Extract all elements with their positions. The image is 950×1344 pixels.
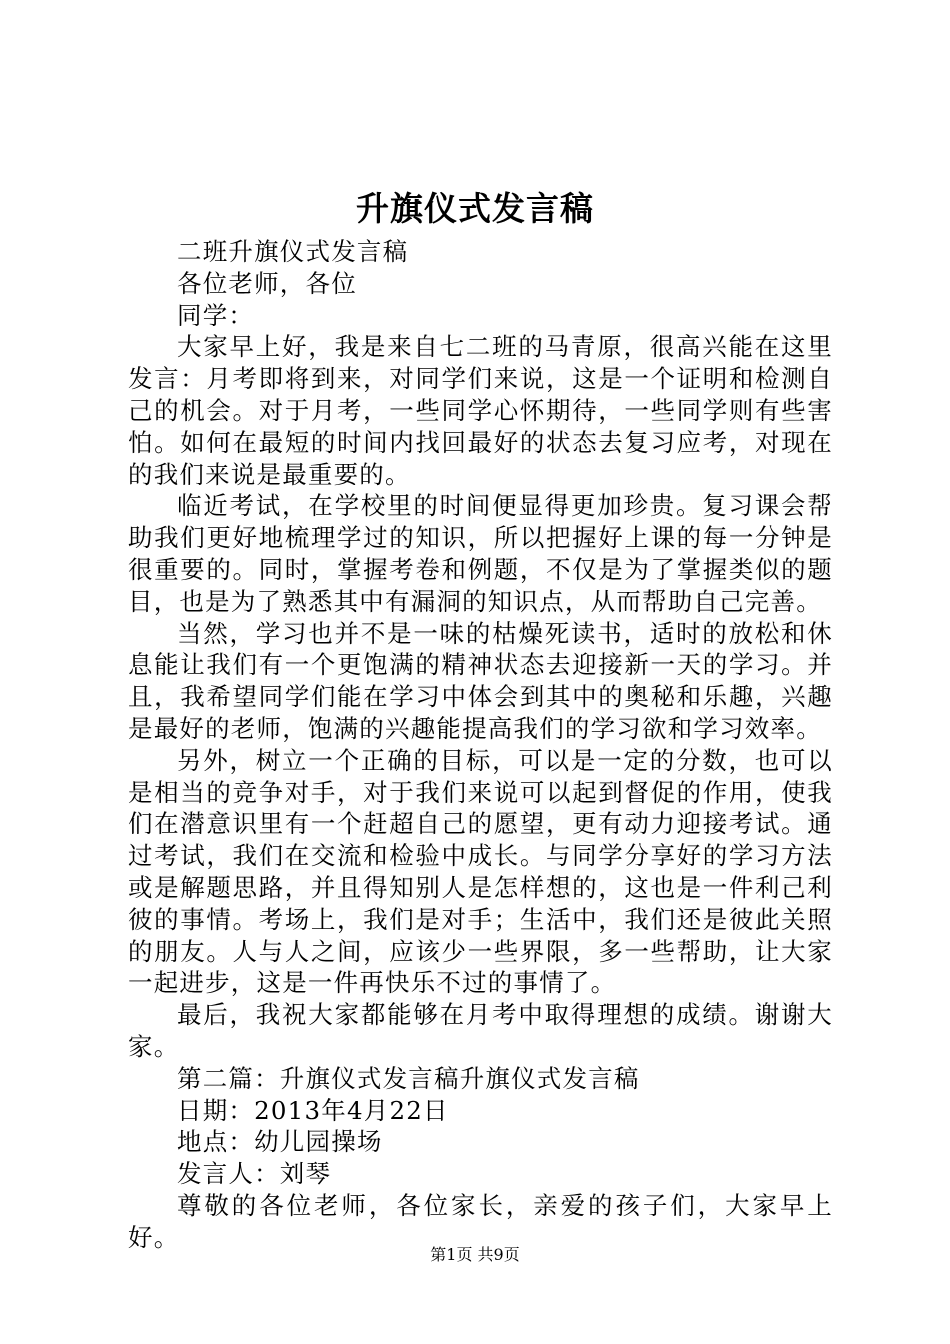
paragraph: 临近考试，在学校里的时间便显得更加珍贵。复习课会帮助我们更好地梳理学过的知识，所以把握好上课的每一分钟是很重要的。同时，掌握考卷和例题，不仅是为了掌握类似的题目，也是为了熟悉其中有漏洞的知识点，从而帮助自己完善。 xyxy=(128,491,833,616)
paragraph: 各位老师，各位 xyxy=(177,268,357,298)
paragraph: 大家早上好，我是来自七二班的马青原，很高兴能在这里发言：月考即将到来，对同学们来说，这是一个证明和检测自己的机会。对于月考，一些同学心怀期待，一些同学则有些害怕。如何在最短的时间内找回最好的状态去复习应考，对现在的我们来说是最重要的。 xyxy=(128,332,833,489)
page-footer: 第1页 共9页 xyxy=(430,1245,520,1264)
paragraph: 同学： xyxy=(177,300,255,330)
paragraph: 另外，树立一个正确的目标，可以是一定的分数，也可以是相当的竞争对手，对于我们来说可以起到督促的作用，使我们在潜意识里有一个赶超自己的愿望，更有动力迎接考试。通过考试，我们在交流和检验中成长。与同学分享好的学习方法或是解题思路，并且得知别人是怎样想的，这也是一件利己利彼的事情。考场上，我们是对手；生活中，我们还是彼此关照的朋友。人与人之间，应该少一些界限，多一些帮助，让大家一起进步，这是一件再快乐不过的事情了。 xyxy=(128,745,833,998)
paragraph: 第二篇：升旗仪式发言稿升旗仪式发言稿 xyxy=(177,1063,640,1093)
paragraph: 日期：2013年4月22日 xyxy=(177,1095,449,1125)
paragraph: 二班升旗仪式发言稿 xyxy=(177,237,409,266)
paragraph: 发言人：刘琴 xyxy=(177,1159,332,1189)
paragraph: 地点：幼儿园操场 xyxy=(177,1127,383,1157)
paragraph: 尊敬的各位老师，各位家长，亲爱的孩子们，大家早上好。 xyxy=(128,1190,833,1252)
document-title: 升旗仪式发言稿 xyxy=(356,189,594,228)
document-body xyxy=(128,236,833,1254)
paragraph: 最后，我祝大家都能够在月考中取得理想的成绩。谢谢大家。 xyxy=(128,1000,833,1061)
paragraph: 当然，学习也并不是一味的枯燥死读书，适时的放松和休息能让我们有一个更饱满的精神状态去迎接新一天的学习。并且，我希望同学们能在学习中体会到其中的奥秘和乐趣，兴趣是最好的老师，饱满的兴趣能提高我们的学习欲和学习效率。 xyxy=(128,618,833,743)
